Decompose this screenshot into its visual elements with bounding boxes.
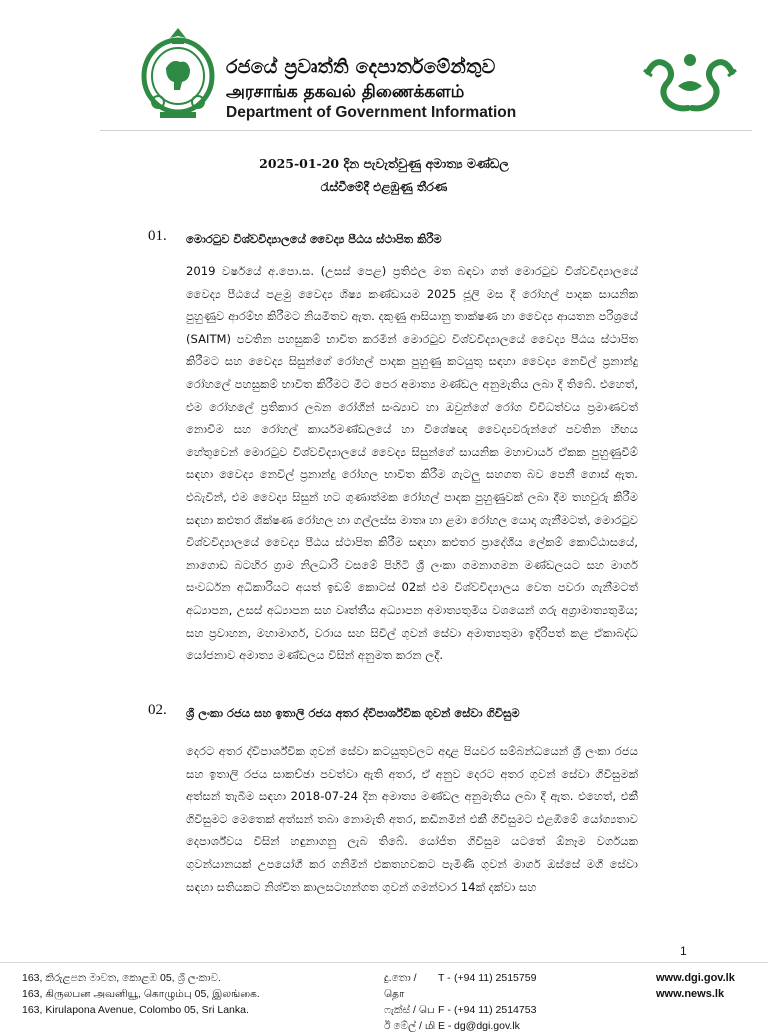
document-subtitle: රැස්වීමේදී එළඹුණු තීරණ — [320, 180, 448, 194]
email-row — [384, 1018, 536, 1034]
section-body: දෙරට අතර ද්විපාර්ශ්වික ගුවන් සේවා කටයුතුවලට අදාළ පියවර සම්බන්ධයෙන් ශ්‍රී ලංකා රජය සහ ඉතාලි රජය සාකච්ඡා පවත්වා ඇති අතර, ඒ අනුව දෙරට අතර ගුවන් සේවා ගිවිසුමක් අත්සන් තැබීම සඳහා 2018-07-24 දින අමාත්‍ය මණ්ඩල අනුමැතිය ලබා දී ඇත. එහෙත්, එකී ගිවිසුමට මෙතෙක් අත්සන් තබා නොමැති අතර, කඩිනමින් එකී ගිවිසුමට එළඹීමේ යෝග්‍යතාව දෙපාර්ශ්වය විසින් හඳුනාගනු ලැබ තිබේ. යෝජිත ගිවිසුම යටතේ ඕනෑම වර්ගයක ගුවන්යානයක් උපයෝගී කර ගනිමින් එකතහවකට පැමිණි ගුවන් මාර්ග ඔස්සේ මගී සේවා සඳහා සතියකට නිශ්චිත කාලසටහන්ගත ගුවන් ගමන්වාර 14ක් දක්වා සහ — [186, 744, 638, 894]
email-label: ඊ මේල් / மி — [384, 1020, 436, 1032]
website-link[interactable]: www.dgi.gov.lk — [656, 972, 735, 984]
letterhead — [0, 0, 768, 132]
address-english: 163, Kirulapona Avenue, Colombo 05, Sri Lanka. — [22, 1004, 249, 1016]
website-link[interactable]: www.news.lk — [656, 988, 725, 1000]
section-body: 2019 වර්ෂයේ අ.පො.ස. (උසස් පෙළ) ප්‍රතිඵල මත බඳවා ගත් මොරටුව විශ්වවිද්‍යාලයේ වෛද්‍ය පීඨයේ පළමු වෛද්‍ය ශිෂ්‍ය කණ්ඩායම 2025 ජූලි මස දී රෝහල් පාදක සායනික පුහුණුව ආරම්භ කිරීමට නියමිතව ඇත. දකුණු ආසියානු තාක්ෂණ හා වෛද්‍ය ආයතන පරිශ්‍රයේ (SAITM) පවතින පහසුකම් භාවිත කරමින් මොරටුව විශ්වවිද්‍යාලයේ වෛද්‍ය පීඨය ස්ථාපිත කිරීමට සහ වෛද්‍ය සිසුන්ගේ රෝහල් පාදක පුහුණු කටයුතු සඳහා වෛද්‍ය නෙවිල් ප්‍රනාන්දු රෝහලේ පහසුකම් භාවිත කිරීමට මීට පෙර අමාත්‍ය මණ්ඩල අනුමැතිය ලබා දී තිබේ. එහෙත්, එම රෝහලේ ප්‍රතිකාර ලබන රෝගීන් සංඛ්‍යාව හා ඔවුන්ගේ රෝග විවිධත්වය ප්‍රමාණවත් නොවීම සහ රෝහල් කාර්යමණ්ඩලයේ හා විශේෂඥ වෛද්‍යවරුන්ගේ පවතින හිඟය හේතුවෙන් මොරටුව විශ්වවිද්‍යාලයේ වෛද්‍ය සිසුන්ගේ සායනික මහාචාර්ය ඒකක පුහුණුවීම් සඳහා වෛද්‍ය නෙවිල් ප්‍රනාන්දු රෝහල භාවිත කිරීම ගැටලු සහගත බව පෙනී ගොස් ඇත. එබැවින්, එම වෛද්‍ය සිසුන් හට ගුණාත්මක රෝහල් පාදක පුහුණුවක් ලබා දීම තහවුරු කිරීම සඳහා කළුතර ශික්ෂණ රෝහල හා ගල්ලස්ස මාතෘ හා ළමා රෝහල යොදා ගැනීමටත්, මොරටුව විශ්වවිද්‍යාලයේ වෛද්‍ය පීඨය ස්ථාපිත කිරීම සඳහා කළුතර ප්‍රාදේශීය ලේකම් කොට්ඨාසයේ, නාගොඩ බටහිර ග්‍රාම නිලධාරි වසමේ පිහිටි ශ්‍රී ලංකා ගමනාගමන මණ්ඩලයට සහ මාර්ග සංවර්ධන අධිකාරියට අයත් ඉඩම් කොටස් 02ක් එම විශ්වවිද්‍යාලය වෙත පවරා ගැනීමටත් අධ්‍යාපන, උසස් අධ්‍යාපන සහ වෘත්තීය අධ්‍යාපන අමාත්‍යතුමිය වශයෙන් ගරු අග්‍රාමාත්‍යතුමිය; සහ ප්‍රවාහන, මහාමාර්ග, වරාය සහ සිවිල් ගුවන් සේවා අමාත්‍යතුමා ඉදිරිපත් කළ ඒකාබද්ධ යෝජනාව අමාත්‍ය මණ්ඩලය විසින් අනුමත කරන ලදී. — [186, 264, 638, 663]
section-number: 01. — [148, 228, 167, 244]
state-emblem-icon — [138, 24, 218, 124]
page-number: 1 — [680, 944, 687, 958]
email-key: E - — [438, 1020, 452, 1032]
swan-logo-icon — [638, 52, 742, 120]
email-link[interactable]: dg@dgi.gov.lk — [454, 1020, 520, 1032]
fax-label: ෆැක්ස් / பெ — [384, 1004, 435, 1016]
org-name-tamil: அரசாங்க தகவல் திணைக்களம் — [226, 82, 465, 102]
org-name-sinhala: රජයේ ප්‍රවෘත්ති දෙපාර්තමේන්තුව — [226, 56, 496, 78]
fax-key: F - — [438, 1004, 451, 1016]
footer-address — [22, 970, 260, 1018]
phone-key: T - — [438, 972, 451, 984]
section-heading: මොරටුව විශ්වවිද්‍යාලයේ වෛද්‍ය පීඨය ස්ථාපිත කිරීම — [186, 232, 442, 246]
header-divider — [100, 130, 752, 131]
section-number: 02. — [148, 702, 167, 718]
phone-row — [384, 970, 536, 1002]
address-tamil: 163, கிருலபன அவனியூ, கொழும்பு 05, இலங்கை. — [22, 988, 260, 1000]
section-heading: ශ්‍රී ලංකා රජය සහ ඉතාලි රජය අතර ද්විපාර්ශ්වික ගුවන් සේවා ගිවිසුම — [186, 706, 520, 720]
address-sinhala: 163, කිරුළපන මාවත, කොළඹ 05, ශ්‍රී ලංකාව. — [22, 972, 222, 984]
document-title: 2025-01-20 දින පැවැත්වුණු අමාත්‍ය මණ්ඩල — [259, 156, 509, 171]
phone-label: දු.තො / தொ — [384, 972, 417, 1000]
fax-row — [384, 1002, 536, 1018]
footer-divider — [0, 962, 768, 963]
org-name-english: Department of Government Information — [226, 104, 517, 121]
footer-contacts — [384, 970, 536, 1034]
phone-number: (+94 11) 2515759 — [454, 972, 537, 984]
footer-websites — [656, 970, 735, 1002]
fax-number: (+94 11) 2514753 — [454, 1004, 537, 1016]
